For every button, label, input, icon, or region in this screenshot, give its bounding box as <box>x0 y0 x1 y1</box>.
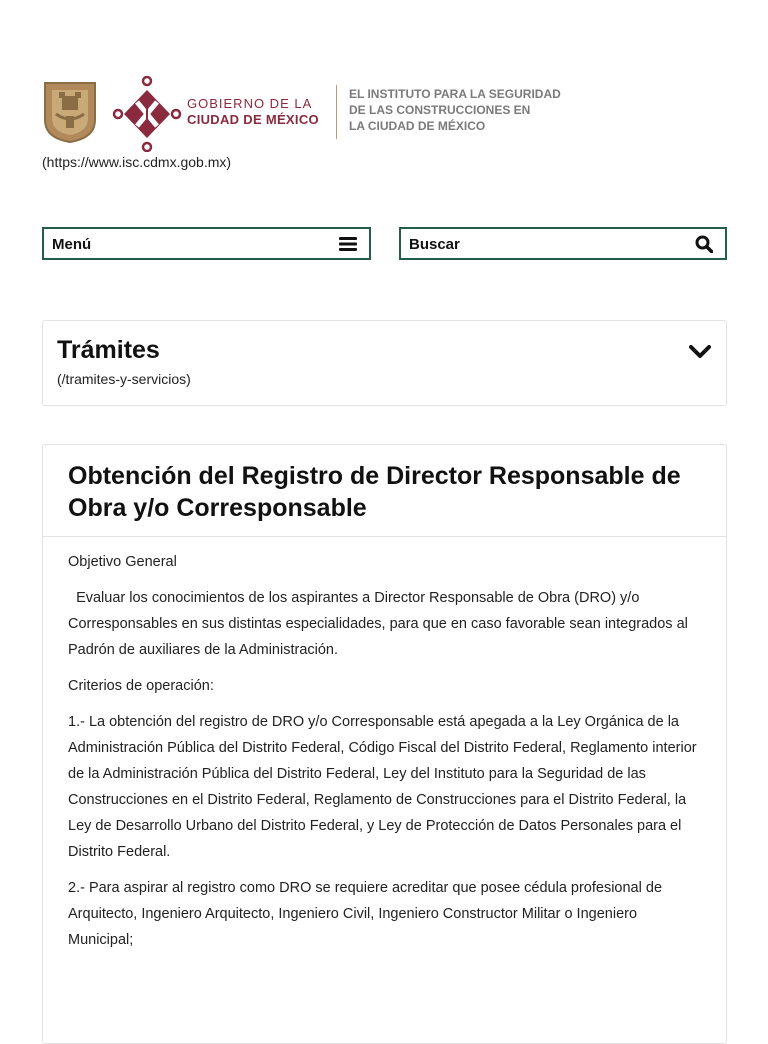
menu-label: Menú <box>52 236 92 253</box>
article-body <box>43 537 726 953</box>
site-url-link[interactable]: (https://www.isc.cdmx.gob.mx) <box>42 154 232 170</box>
hamburger-icon <box>339 236 357 252</box>
chevron-down-icon[interactable] <box>688 343 712 361</box>
search-icon <box>695 235 713 253</box>
article-card <box>42 444 727 1044</box>
article-paragraph: 1.- La obtención del registro de DRO y/o Corresponsable está apegada a la Ley Orgánica de la Administración Pública del Distrito Federal, Código Fiscal del Distrito Federal, Reglamento interior de la Administración Pública del Distrito Federal, Ley del Instituto para la Seguridad de las Construcciones en el Distrito Federal, Reglamento de Construcciones para el Distrito Federal, la Ley de Desarrollo Urbano del Distrito Federal, y Ley de Protección de Datos Personales para el Distrito Federal. <box>68 714 697 860</box>
tramites-link[interactable]: (/tramites-y-servicios) <box>57 371 191 387</box>
article-title: Obtención del Registro de Director Responsable de Obra y/o Corresponsable <box>68 462 681 522</box>
article-paragraph: Objetivo General <box>68 554 177 570</box>
tramites-title[interactable]: Trámites <box>57 336 160 364</box>
tramites-accordion[interactable] <box>42 320 727 406</box>
institute-line-2: DE LAS CONSTRUCCIONES EN <box>349 103 531 117</box>
gov-line-1: GOBIERNO DE LA <box>187 96 313 111</box>
article-header <box>43 445 726 537</box>
article-paragraph: 2.- Para aspirar al registro como DRO se requiere acreditar que posee cédula profesional de Arquitecto, Ingeniero Arquitecto, Ingeniero Civil, Ingeniero Constructor Militar o Ingeniero Municipal; <box>68 880 663 948</box>
gov-line-2: CIUDAD DE MÉXICO <box>187 112 319 127</box>
article-paragraph: Evaluar los conocimientos de los aspirantes a Director Responsable de Obra (DRO) y/o Corresponsables en sus distintas especialidades, para que en caso favorable sean integrados al Padrón de auxiliares de la Administración. <box>68 590 692 658</box>
institute-line-3: LA CIUDAD DE MÉXICO <box>349 119 486 133</box>
cdmx-logo-mark[interactable] <box>112 76 182 152</box>
site-header <box>42 76 742 176</box>
institute-name <box>349 86 561 134</box>
institute-line-1: EL INSTITUTO PARA LA SEGURIDAD <box>349 87 561 101</box>
city-shield-logo[interactable] <box>42 80 98 144</box>
menu-button[interactable] <box>42 227 371 260</box>
search-button[interactable] <box>399 227 727 260</box>
header-divider <box>336 85 337 139</box>
search-label: Buscar <box>409 236 460 253</box>
article-paragraph: Criterios de operación: <box>68 678 214 694</box>
government-name <box>187 96 319 128</box>
